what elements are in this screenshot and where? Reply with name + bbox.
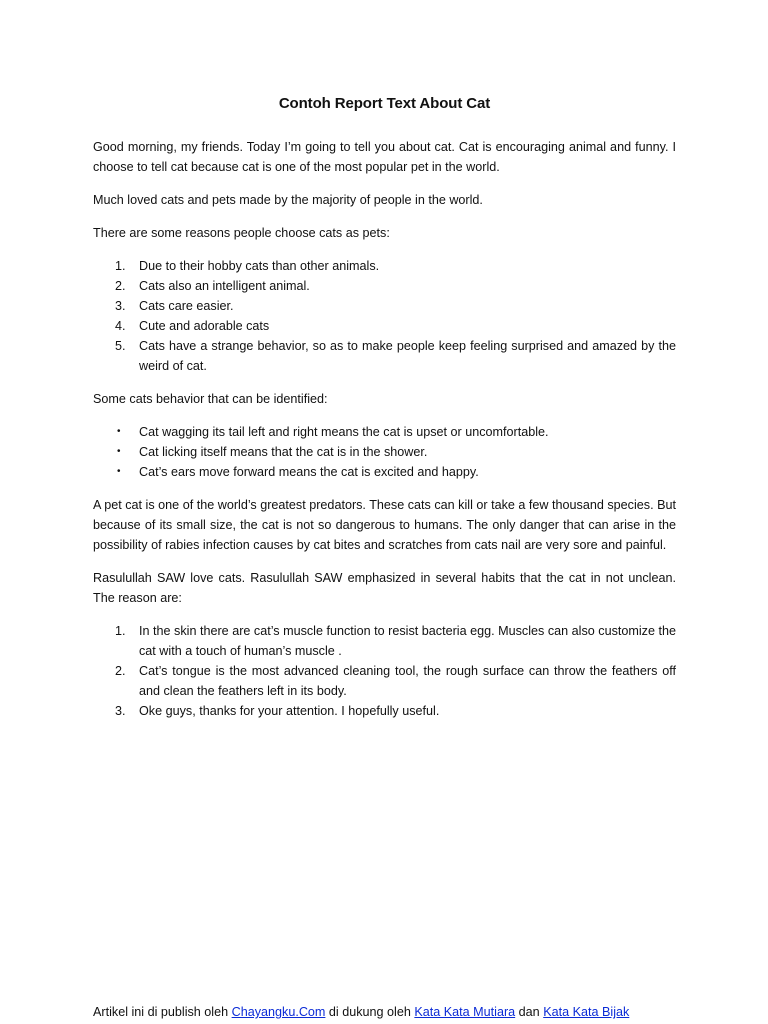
list-item xyxy=(93,701,676,721)
loved-paragraph: Much loved cats and pets made by the majority of people in the world. xyxy=(93,193,483,207)
reasons-list xyxy=(93,256,676,376)
list-item-text: Cat licking itself means that the cat is in the shower. xyxy=(139,445,428,459)
predator-paragraph: A pet cat is one of the world’s greatest predators. These cats can kill or take a few thousand species. But because of its small size, the cat is not so dangerous to humans. The only danger that can arise in the possibility of rabies infection causes by cat bites and scratches from cats nail are very sore and painful. xyxy=(93,498,676,552)
list-item xyxy=(93,422,676,442)
rasulullah-paragraph: Rasulullah SAW love cats. Rasulullah SAW emphasized in several habits that the cat in not unclean. The reason are: xyxy=(93,571,676,605)
list-number: 3. xyxy=(115,299,126,313)
bullet-icon: • xyxy=(117,466,121,477)
reasons-heading: There are some reasons people choose cats as pets: xyxy=(93,226,390,240)
chayangku-link[interactable]: Chayangku.Com xyxy=(231,1005,326,1019)
list-number: 3. xyxy=(115,704,126,718)
list-item xyxy=(93,316,676,336)
clean-reasons-list xyxy=(93,621,676,721)
list-number: 1. xyxy=(115,259,126,273)
list-item-text: Cats care easier. xyxy=(139,299,234,313)
list-item-text: Due to their hobby cats than other animals. xyxy=(139,259,380,273)
list-item xyxy=(93,296,676,316)
list-item-text: Cat wagging its tail left and right means the cat is upset or uncomfortable. xyxy=(139,425,549,439)
kata-kata-mutiara-link[interactable]: Kata Kata Mutiara xyxy=(414,1005,516,1019)
list-item xyxy=(93,336,676,376)
list-number: 5. xyxy=(115,339,126,353)
footer-credits xyxy=(93,1003,629,1021)
list-item xyxy=(93,256,676,276)
list-item xyxy=(93,276,676,296)
list-item-text: In the skin there are cat’s muscle function to resist bacteria egg. Muscles can also customize the cat with a touch of human’s muscle . xyxy=(139,624,676,658)
list-number: 1. xyxy=(115,624,126,638)
footer-prefix: Artikel ini di publish oleh xyxy=(93,1005,232,1019)
list-item xyxy=(93,462,676,482)
intro-paragraph: Good morning, my friends. Today I’m going to tell you about cat. Cat is encouraging animal and funny. I choose to tell cat because cat is one of the most popular pet in the world. xyxy=(93,140,676,174)
bullet-icon: • xyxy=(117,426,121,437)
list-number: 4. xyxy=(115,319,126,333)
footer-middle: di dukung oleh xyxy=(325,1005,415,1019)
document-title: Contoh Report Text About Cat xyxy=(278,95,491,112)
list-item xyxy=(93,661,676,701)
list-item-text: Oke guys, thanks for your attention. I hopefully useful. xyxy=(139,704,440,718)
list-item-text: Cat’s tongue is the most advanced cleaning tool, the rough surface can throw the feathers off and clean the feathers left in its body. xyxy=(139,664,676,698)
behavior-list xyxy=(93,422,676,482)
footer-joiner: dan xyxy=(515,1005,544,1019)
list-number: 2. xyxy=(115,664,126,678)
list-item-text: Cat’s ears move forward means the cat is excited and happy. xyxy=(139,465,479,479)
list-item xyxy=(93,442,676,462)
list-item-text: Cute and adorable cats xyxy=(139,319,270,333)
list-item xyxy=(93,621,676,661)
kata-kata-bijak-link[interactable]: Kata Kata Bijak xyxy=(543,1005,630,1019)
list-item-text: Cats have a strange behavior, so as to make people keep feeling surprised and amazed by the weird of cat. xyxy=(139,339,676,373)
behavior-heading: Some cats behavior that can be identified: xyxy=(93,392,328,406)
document-body xyxy=(93,137,676,734)
list-number: 2. xyxy=(115,279,126,293)
list-item-text: Cats also an intelligent animal. xyxy=(139,279,310,293)
bullet-icon: • xyxy=(117,446,121,457)
